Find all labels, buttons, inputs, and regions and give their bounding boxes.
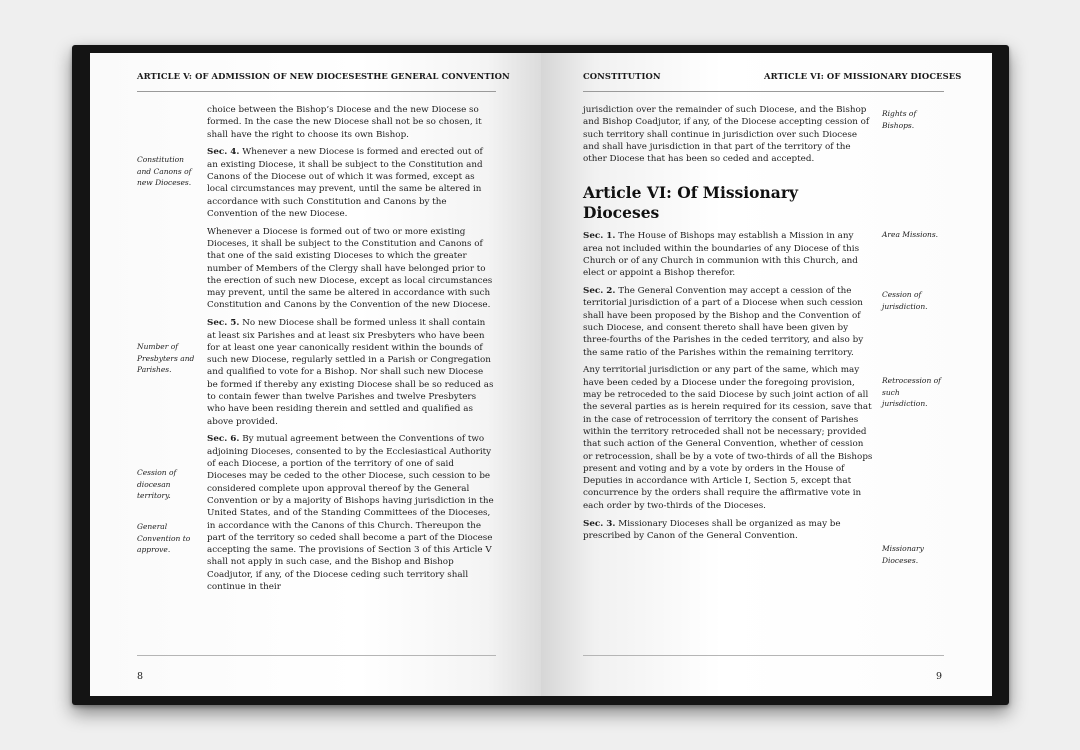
running-header-right: THE GENERAL CONVENTION <box>367 71 510 81</box>
margin-note: Constitution and Canons of new Dioceses. <box>137 155 192 187</box>
right-page <box>541 53 992 696</box>
paragraph-sec-5: Sec. 5. No new Diocese shall be formed unless it shall contain at least six Parishes and at least six Presbyters who have been for at least one year canonically resident within the bounds of such new Diocese, regularly settled in a Parish or Congregation and qualified to vote for a Bishop. Nor shall such new Diocese be formed if thereby any existing Diocese shall be so reduced as to contain fewer than twelve Parishes and twelve Presbyters who have been residing therein and settled and qualified as above provided. <box>207 318 494 427</box>
margin-note: Area Missions. <box>882 230 939 239</box>
margin-note: Missionary Dioceses. <box>882 544 924 565</box>
footer-rule <box>583 655 944 656</box>
paragraph-sec-6: Sec. 6. By mutual agreement between the Conventions of two adjoining Dioceses, consented to by the Ecclesiastical Authority of each Diocese, a portion of the territory of one of said Dioceses may be ceded to the other Diocese, such cession to be considered complete upon approval thereof by the General Convention or by a majority of Bishops having jurisdiction in the United States, and of the Standing Committees of the Dioceses, in accordance with the Canons of this Church. Thereupon the part of the territory so ceded shall become a part of the Diocese accepting the same. The provisions of Section 3 of this Article V shall not apply in such case, and the Bishop and Bishop Coadjutor, if any, of the Diocese ceding such territory shall continue in their <box>207 434 494 592</box>
section-label: Sec. 2. <box>583 286 616 297</box>
paragraph: Any territorial jurisdiction or any part of the same, which may have been ceded by a Diocese under the foregoing provision, may be retroceded to the said Diocese by such joint action of all the several parties as is herein required for its cession, save that in the case of retrocession of territory the consent of Parishes within the territory retroceded shall not be necessary; provided that such action of the General Convention, whether of cession or retrocession, shall be by a vote of two-thirds of all the Bishops present and voting and by a vote by orders in the House of Deputies in accordance with Article I, Section 5, except that concurrence by the orders shall require the affirmative vote in each order by two-thirds of the Dioceses. <box>583 365 873 511</box>
section-label: Sec. 4. <box>207 147 240 158</box>
footer-rule <box>137 655 496 656</box>
running-header-right: ARTICLE VI: OF MISSIONARY DIOCESES <box>764 71 962 81</box>
section-label: Sec. 3. <box>583 518 616 529</box>
article-heading: Article VI: Of Missionary Dioceses <box>583 183 798 223</box>
margin-note: Rights of Bishops. <box>882 109 917 130</box>
paragraph: Whenever a Diocese is formed out of two or more existing Dioceses, it shall be subject to the Constitution and Canons of that one of the said existing Dioceses to which the greater number of Members of the Clergy shall have belonged prior to the erection of such new Diocese, except as local circumstances may prevent, until the same be altered in accordance with such Constitution and Canons by the Convention of the new Diocese. <box>207 226 493 311</box>
header-rule <box>583 91 944 92</box>
paragraph-sec-2: Sec. 2. The General Convention may accept a cession of the territorial jurisdiction of a part of a Diocese when such cession shall have been proposed by the Bishop and the Convention of such Diocese, and consent thereto shall have been given by three-fourths of the Parishes in the ceded territory, and also by the same ratio of the Parishes within the remaining territory. <box>583 286 864 358</box>
paragraph-sec-1: Sec. 1. The House of Bishops may establish a Mission in any area not included within the boundaries of any Diocese of this Church or of any Church in communion with this Church, and elect or appoint a Bishop therefor. <box>583 231 860 279</box>
paragraph-sec-4: Sec. 4. Whenever a new Diocese is formed and erected out of an existing Diocese, it shall be subject to the Constitution and Canons of the Diocese out of which it was formed, except as local circumstances may prevent, until the same be altered in accordance with such Constitution and Canons by the Convention of the new Diocese. <box>207 147 483 219</box>
section-label: Sec. 1. <box>583 231 616 242</box>
paragraph: choice between the Bishop’s Diocese and the new Diocese so formed. In the case the new Diocese shall not be so chosen, it shall have the right to choose its own Bishop. <box>207 105 482 140</box>
page-number: 9 <box>936 671 943 682</box>
paragraph: jurisdiction over the remainder of such Diocese, and the Bishop and Bishop Coadjutor, if any, of the Diocese accepting cession of such territory shall continue in jurisdiction over such Diocese and shall have jurisdiction in that part of the territory of the other Diocese that has been so ceded and accepted. <box>583 105 870 165</box>
open-book <box>72 45 1009 705</box>
left-page <box>90 53 541 696</box>
left-page-text <box>207 104 496 599</box>
right-page-text <box>583 104 873 548</box>
header-rule <box>137 91 496 92</box>
margin-note: General Convention to approve. <box>137 522 191 554</box>
margin-note: Cession of jurisdiction. <box>882 290 928 311</box>
margin-note: Number of Presbyters and Parishes. <box>137 342 195 374</box>
running-header-left: ARTICLE V: OF ADMISSION OF NEW DIOCESES <box>137 71 368 81</box>
page-number: 8 <box>137 671 144 682</box>
section-label: Sec. 5. <box>207 318 240 329</box>
margin-note: Retrocession of such jurisdiction. <box>882 376 941 408</box>
section-label: Sec. 6. <box>207 434 240 445</box>
paragraph-sec-3: Sec. 3. Missionary Dioceses shall be organized as may be prescribed by Canon of the General Convention. <box>583 518 841 541</box>
margin-note: Cession of diocesan territory. <box>137 468 177 500</box>
running-header-left: CONSTITUTION <box>583 71 661 81</box>
